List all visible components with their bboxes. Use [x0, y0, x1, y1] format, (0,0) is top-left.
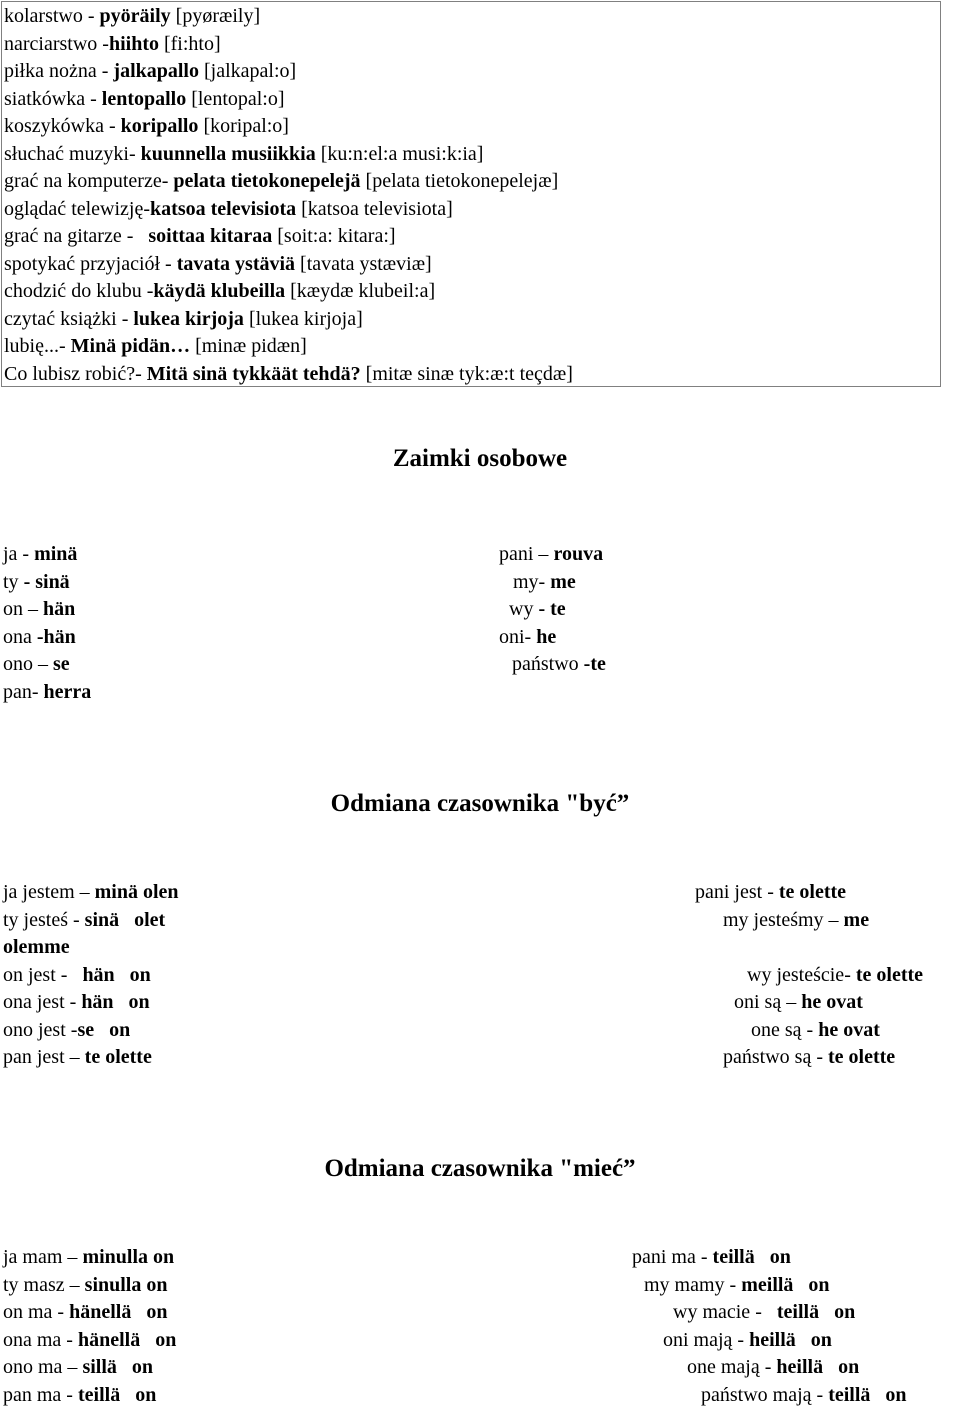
byc-row: ono jest -se on [3, 1019, 131, 1041]
byc-row: ty jesteś - sinä olet [3, 909, 166, 931]
miec-row: ty masz – sinulla on [3, 1274, 168, 1296]
byc-row: ona jest - hän on [3, 991, 150, 1013]
miec-row: on ma - hänellä on [3, 1301, 168, 1323]
miec-row: pani ma - teillä on [632, 1246, 791, 1268]
vocab-line: chodzić do klubu -käydä klubeilla [kæydæ klubeil:a] [4, 280, 436, 302]
byc-row: olemme [3, 936, 70, 958]
byc-row: oni są – he ovat [734, 991, 863, 1013]
byc-row: pani jest - te olette [695, 881, 847, 903]
byc-row: państwo są - te olette [723, 1046, 896, 1068]
section-title-pronouns: Zaimki osobowe [392, 445, 568, 472]
vocab-line: lubię...- Minä pidän… [minæ pidæn] [4, 335, 307, 357]
vocab-line: czytać książki - lukea kirjoja [lukea kirjoja] [4, 307, 363, 330]
miec-row: wy macie - teillä on [673, 1301, 856, 1323]
byc-row: pan jest – te olette [3, 1046, 152, 1068]
section-title-miec: Odmiana czasownika "mieć” [324, 1155, 636, 1182]
vocab-line: koszykówka - koripallo [koripal:o] [4, 115, 289, 137]
pronoun-row: on – hän [3, 598, 76, 620]
section-title-byc: Odmiana czasownika "być” [330, 790, 630, 817]
vocab-line: piłka nożna - jalkapallo [jalkapal:o] [4, 60, 297, 82]
vocab-line: słuchać muzyki- kuunnella musiikkia [ku:n:el:a musi:k:ia] [4, 142, 484, 165]
vocab-line: grać na komputerze- pelata tietokonepelejä [pelata tietokonepelejæ] [4, 170, 559, 192]
vocab-line: oglądać telewizję-katsoa televisiota [katsoa televisiota] [4, 197, 453, 220]
vocab-line: Co lubisz robić?- Mitä sinä tykkäät tehdä? [mitæ sinæ tyk:æ:t teçdæ] [4, 362, 573, 385]
pronoun-row: my- me [513, 571, 576, 593]
vocab-line: narciarstwo -hiihto [fi:hto] [4, 32, 221, 55]
byc-row: one są - he ovat [751, 1019, 880, 1041]
miec-row: państwo mają - teillä on [701, 1384, 907, 1406]
byc-row: ja jestem – minä olen [3, 881, 179, 903]
miec-row: ja mam – minulla on [3, 1246, 175, 1268]
pronoun-row: ono – se [3, 653, 70, 675]
pronoun-row: pani – rouva [499, 543, 604, 565]
vocab-line: kolarstwo - pyöräily [pyøræily] [4, 5, 261, 27]
byc-row: my jesteśmy – me [723, 909, 870, 931]
vocab-line: siatkówka - lentopallo [lentopal:o] [4, 87, 285, 110]
miec-row: one mają - heillä on [687, 1356, 860, 1378]
vocab-line: spotykać przyjaciół - tavata ystäviä [tavata ystæviæ] [4, 252, 432, 275]
miec-row: pan ma - teillä on [3, 1384, 157, 1406]
miec-row: my mamy - meillä on [644, 1274, 830, 1296]
pronoun-row: oni- he [499, 626, 557, 648]
pronoun-row: państwo -te [512, 653, 606, 675]
vocab-line: grać na gitarze - soittaa kitaraa [soit:a: kitara:] [4, 225, 396, 247]
pronoun-row: ja - minä [3, 543, 78, 565]
pronoun-row: ty - sinä [3, 571, 70, 593]
pronoun-row: wy - te [509, 598, 566, 620]
byc-row: wy jesteście- te olette [747, 964, 924, 986]
pronoun-row: ona -hän [3, 626, 76, 648]
miec-row: oni mają - heillä on [663, 1329, 832, 1351]
miec-row: ono ma – sillä on [3, 1356, 154, 1378]
vocabulary-box [1, 1, 941, 387]
byc-row: on jest - hän on [3, 964, 151, 986]
miec-row: ona ma - hänellä on [3, 1329, 177, 1351]
pronoun-row: pan- herra [3, 681, 92, 703]
